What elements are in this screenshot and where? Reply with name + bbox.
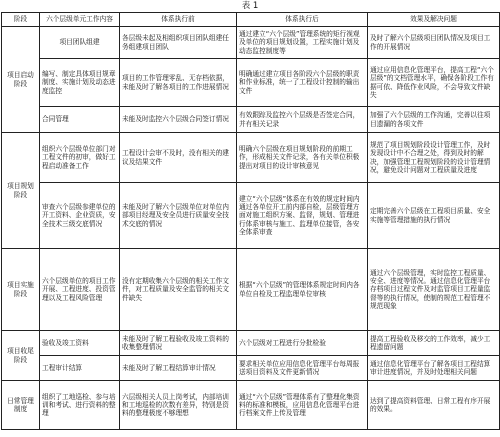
table-row bbox=[2, 27, 500, 59]
table-cell: 合同管理 bbox=[40, 107, 120, 133]
management-table bbox=[1, 12, 500, 430]
table-cell: 验收及竣工资料 bbox=[40, 331, 120, 356]
table-cell: 审查六个层级参建单位的开工资料、企业资质，安全技术三级交底情况 bbox=[40, 183, 120, 249]
header-cell: 六个层级单元工作内容 bbox=[40, 13, 120, 27]
table-cell: 未能及时监控六个层级合同签订情况 bbox=[120, 107, 237, 133]
table-cell: 通过建立“六个层级”管理系统的矩行视观及单位的项目规划设置，工程实施计划及动态监控制度等 bbox=[237, 27, 368, 59]
table-cell: 提高工程验收及移交的工作效率，减少工程遗留问题 bbox=[368, 331, 500, 356]
stage-cell: 项目规划阶段 bbox=[2, 133, 40, 249]
table-row bbox=[2, 249, 500, 331]
table-cell: 未能及时了解六个层级单位对单位内部项目经理及安全员进行质量安全技术交底的情况 bbox=[120, 183, 237, 249]
table-cell: 组织了工地巡检、参与培训和考试、进行资料的整理 bbox=[40, 381, 120, 430]
table-row bbox=[2, 331, 500, 356]
table-row bbox=[2, 133, 500, 183]
stage-cell: 项目实施阶段 bbox=[2, 249, 40, 331]
stage-cell: 项目收尾阶段 bbox=[2, 331, 40, 381]
table-cell: 及时了解六个层级项目团队情况及项目工作的开展情况 bbox=[368, 27, 500, 59]
table-cell: 未能及时了解工程结算审计情况 bbox=[120, 356, 237, 381]
table-cell: 通过六个层级管理，实时监控工程质量、安全、进度等情况。通过信息化管理平台存档项目过程文件及对监管项目工程量监督等的执行情况，使制的规范工程管理不规范现象 bbox=[368, 249, 500, 331]
header-cell: 效果及解决问题 bbox=[368, 13, 500, 27]
table-caption: 表 1 bbox=[241, 1, 259, 11]
table-row bbox=[2, 356, 500, 381]
table-row bbox=[2, 381, 500, 430]
table-cell: 项目的工作管理零乱、无存档依据，未能及时了解各项目的工作进展情况 bbox=[120, 59, 237, 107]
table-cell: 通过信息化管理平台了解各项目工程结算审计进度情况，并及时处理相关问题 bbox=[368, 356, 500, 381]
table-cell: 组织六个层级单位部门对工程文件的初审，做好工程启动准备工作 bbox=[40, 133, 120, 183]
table-row bbox=[2, 183, 500, 249]
table-cell: 建立“六个层级”体系在有效的规定时间内通过各单位开工前内部自检，层级管理方面对施工组织方案、监督，规划、管理进行体系审核与施工、监理单位接管，各安全体系审查 bbox=[237, 183, 368, 249]
table-cell: 没有定期收集六个层级的相关工作文件，对工程质量及安全监管的相关文件缺失 bbox=[120, 249, 237, 331]
table-cell: 各层级未起及相组织项目团队组建任务组建项目团队 bbox=[120, 27, 237, 59]
table-cell: 编写、制定具体项目规章制度、实施计划及动态进度监控 bbox=[40, 59, 120, 107]
table-cell: 项目团队组建 bbox=[40, 27, 120, 59]
table-cell: 加强了六个层级的工作沟通，完善以往项目遗漏的各项文件 bbox=[368, 107, 500, 133]
table-cell: 工程审计结算 bbox=[40, 356, 120, 381]
header-row bbox=[2, 13, 500, 27]
header-cell: 体系执行后 bbox=[237, 13, 368, 27]
header-cell: 体系执行前 bbox=[120, 13, 237, 27]
table-cell: 根据“六个层级”的管理体系规定时间内各单位自检及工程监理单位审核 bbox=[237, 249, 368, 331]
table-cell: 工程设计会审不及时，没有相关的建议及结果文件 bbox=[120, 133, 237, 183]
stage-cell: 日常管理制度 bbox=[2, 381, 40, 430]
table-cell: 未能及时了解工程验收及竣工资料的收集整理情况 bbox=[120, 331, 237, 356]
table-row bbox=[2, 59, 500, 107]
table-cell: 六个层级对工程进行分批检验 bbox=[237, 331, 368, 356]
table-cell: 定期完善六个层级在工程项目质量、安全实施等管理措施的执行情况 bbox=[368, 183, 500, 249]
table-cell: 要求相关单位应用信息化管理平台每周报送项目资料及文件更新情况 bbox=[237, 356, 368, 381]
stage-cell: 项目启动阶段 bbox=[2, 27, 40, 133]
table-cell: 明确六个层级在项目规划阶段的前期工作，形成相关文件记录，各有关单位积极提出对项目的设计审核意见 bbox=[237, 133, 368, 183]
table-cell: 规范了项目规划阶段设计管理工作，及时发现设计中不合理之处，得到及时的解决，加强管理工程规划阶段的设计管理情况，避免设计问题对工程质量及进度 bbox=[368, 133, 500, 183]
table-cell: 明确通过建立项目各阶段六个层级的职责和作业标准，统一了工程设计控制的输出文件 bbox=[237, 59, 368, 107]
table-cell: 通过“六个层级”管理体系有了整理化集资料的标准和模板，应用信息化管理平台进行档案文件上传及管理 bbox=[237, 381, 368, 430]
table-cell: 六层级相关人员上岗考试，内部培训和工地巡检的次数有差异，特别是资料的整理极度不够理想 bbox=[120, 381, 237, 430]
table-row bbox=[2, 107, 500, 133]
table-cell: 通过应用信息化管理平台，提高工程“六个层级”的文档管理水平，确保各阶段工作有据可依、降低作业风险，不会导致文件缺失 bbox=[368, 59, 500, 107]
table-cell: 有效跟踪及监控六个层级是否签定合同，并有相关记录 bbox=[237, 107, 368, 133]
table-cell: 六个层级单位的项目工作开展、工程进度、投资管理以及工程风险管理 bbox=[40, 249, 120, 331]
table-cell: 达到了提高资料管理、日常工程有序开展的效果。 bbox=[368, 381, 500, 430]
header-cell: 阶段 bbox=[2, 13, 40, 27]
